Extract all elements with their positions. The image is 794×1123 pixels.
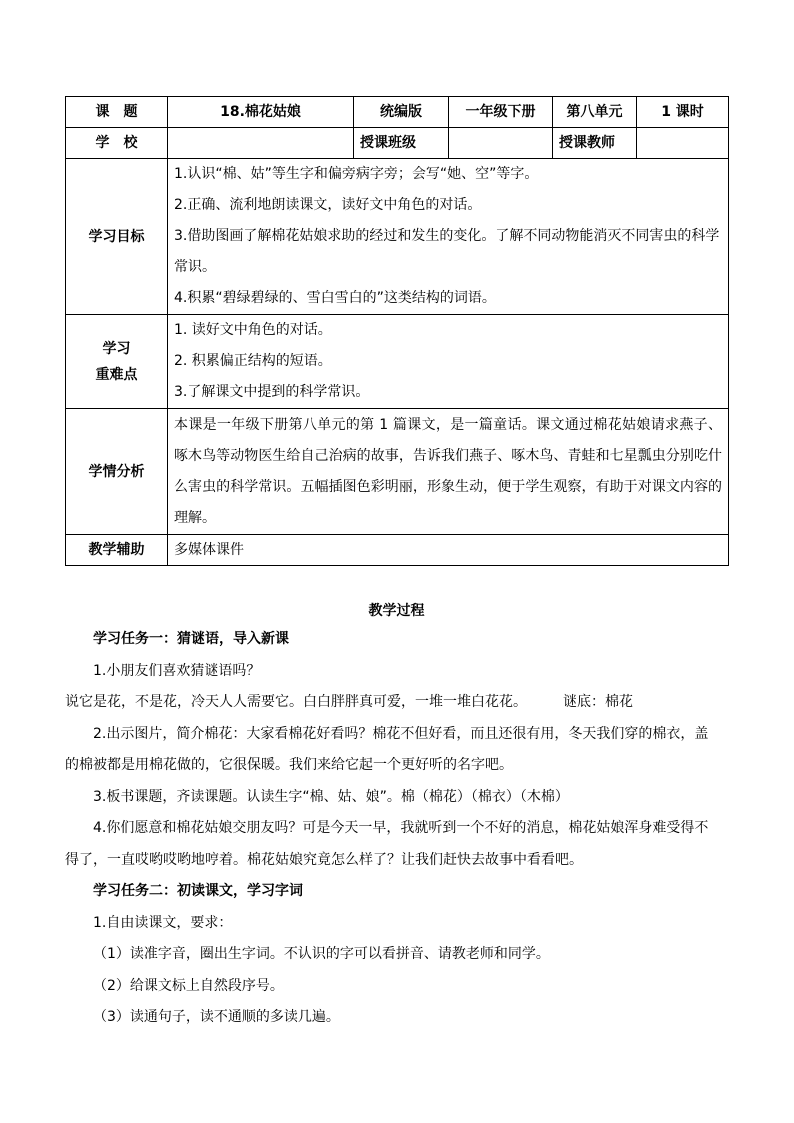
teacher-value	[637, 128, 729, 159]
task-heading-2: 学习任务二：初读课文，学习字词	[93, 883, 303, 899]
grade: 一年级下册	[449, 97, 553, 128]
goal-item: 4.积累“碧绿碧绿的、雪白雪白的”这类结构的词语。	[174, 290, 496, 306]
paragraph: 2.出示图片，简介棉花：大家看棉花好看吗？棉花不但好看，而且还很有用，冬天我们穿的棉衣，盖	[93, 725, 709, 742]
paragraph: 1.自由读课文，要求：	[93, 914, 233, 931]
key-item: 1. 读好文中角色的对话。	[174, 322, 332, 338]
goal-item: 2.正确、流利地朗读课文，读好文中角色的对话。	[174, 197, 482, 213]
teaching-aid-value: 多媒体课件	[168, 535, 729, 566]
label-school: 学 校	[66, 128, 168, 159]
key-points-content	[168, 315, 729, 409]
row-goals	[66, 159, 729, 315]
paragraph: （1）读准字音，圈出生字词。不认识的字可以看拼音、请教老师和同学。	[93, 946, 550, 962]
task-heading-1: 学习任务一：猜谜语，导入新课	[93, 631, 289, 647]
row-school-info	[66, 128, 729, 159]
riddle-line	[65, 687, 728, 719]
label-teaching-aid: 教学辅助	[66, 535, 168, 566]
label-analysis: 学情分析	[66, 409, 168, 535]
riddle-text: 说它是花，不是花，冷天人人需要它。白白胖胖真可爱，一堆一堆白花花。	[65, 694, 527, 710]
class-value	[449, 128, 553, 159]
label-key-line1: 学习	[102, 340, 131, 357]
label-goals: 学习目标	[66, 159, 168, 315]
key-item: 2. 积累偏正结构的短语。	[174, 353, 332, 369]
goals-content	[168, 159, 729, 315]
hours: 1 课时	[637, 97, 729, 128]
goal-item: 3.借助图画了解棉花姑娘求助的经过和发生的变化。了解不同动物能消灭不同害虫的科学常识。	[174, 228, 720, 275]
label-key-line2: 重难点	[95, 366, 138, 383]
riddle-answer: 谜底：棉花	[563, 694, 633, 710]
label-key-points	[66, 315, 168, 409]
analysis-content	[168, 409, 729, 535]
paragraph-continuation: 得了，一直哎哟哎哟地哼着。棉花姑娘究竟怎么样了？让我们赶快去故事中看看吧。	[65, 851, 583, 868]
edition: 统编版	[354, 97, 449, 128]
analysis-text: 本课是一年级下册第八单元的第 1 篇课文，是一篇童话。课文通过棉花姑娘请求燕子、啄木鸟等动物医生给自己治病的故事，告诉我们燕子、啄木鸟、青蛙和七星瓢虫分别吃什么害虫的科学常识。五幅插图色彩明丽，形象生动，便于学生观察，有助于对课文内容的理解。	[174, 416, 722, 526]
row-analysis	[66, 409, 729, 535]
process-title: 教学过程	[368, 603, 425, 619]
teaching-process	[65, 598, 728, 1034]
paragraph: （2）给课文标上自然段序号。	[93, 977, 284, 994]
paragraph: 1.小朋友们喜欢猜谜语吗？	[93, 662, 261, 679]
row-teaching-aid	[66, 535, 729, 566]
paragraph: 3.板书课题，齐读课题。认读生字“棉、姑、娘”。棉（棉花）（棉衣）（木棉）	[93, 788, 569, 805]
school-value	[168, 128, 354, 159]
label-class: 授课班级	[354, 128, 449, 159]
lesson-plan-table	[65, 96, 729, 566]
key-item: 3.了解课文中提到的科学常识。	[174, 384, 370, 400]
row-key-points	[66, 315, 729, 409]
label-teacher: 授课教师	[553, 128, 637, 159]
paragraph: （3）读通句子，读不通顺的多读几遍。	[93, 1009, 340, 1025]
label-lesson-title: 课 题	[66, 97, 168, 128]
paragraph: 4.你们愿意和棉花姑娘交朋友吗？可是今天一早，我就听到一个不好的消息，棉花姑娘浑身难受得不	[93, 820, 709, 836]
paragraph-continuation: 的棉被都是用棉花做的，它很保暖。我们来给它起一个更好听的名字吧。	[65, 757, 513, 773]
unit: 第八单元	[553, 97, 637, 128]
lesson-name: 18.棉花姑娘	[168, 97, 354, 128]
goal-item: 1.认识“棉、姑”等生字和偏旁病字旁；会写“她、空”等字。	[174, 166, 539, 182]
row-lesson-info	[66, 97, 729, 128]
